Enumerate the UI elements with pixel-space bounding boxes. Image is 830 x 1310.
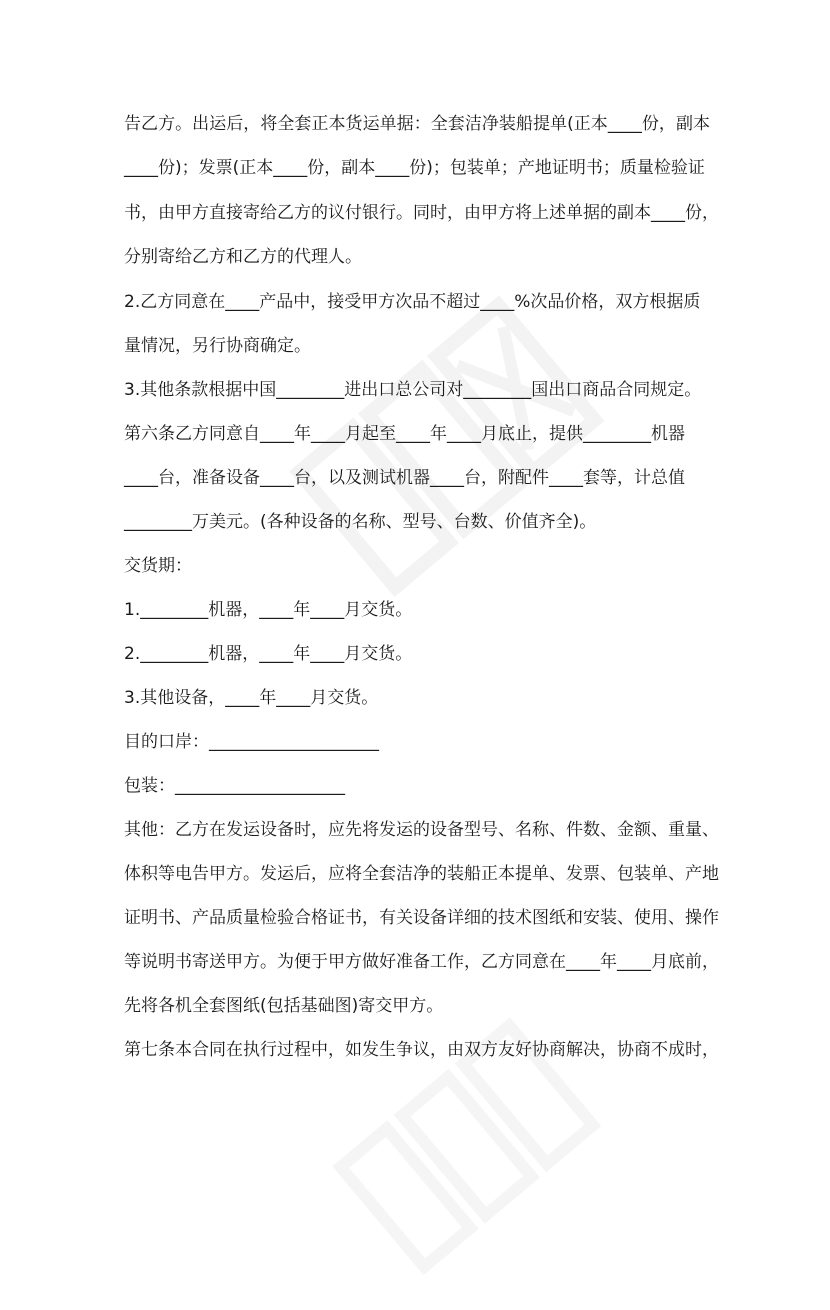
- text-line: 告乙方。出运后，将全套正本货运单据：全套洁净装船提单(正本____份，副本: [124, 114, 710, 134]
- text-line: 体积等电告甲方。发运后，应将全套洁净的装船正本提单、发票、包装单、产地: [124, 864, 719, 884]
- text-line: 等说明书寄送甲方。为便于甲方做好准备工作，乙方同意在____年____月底前，: [124, 952, 719, 972]
- text-line: 分别寄给乙方和乙方的代理人。: [124, 247, 362, 267]
- watermark-logo: [258, 262, 642, 639]
- text-line: 其他：乙方在发运设备时，应先将发运的设备型号、名称、件数、金额、重量、: [124, 820, 719, 840]
- text-line: 3.其他设备，____年____月交货。: [124, 688, 379, 708]
- text-line: 第七条本合同在执行过程中，如发生争议，由双方友好协商解决，协商不成时，: [124, 1040, 719, 1060]
- text-line: 量情况，另行协商确定。: [124, 336, 311, 356]
- text-line: ________万美元。(各种设备的名称、型号、台数、价值齐全)。: [124, 512, 597, 532]
- text-line: 交货期：: [124, 556, 192, 576]
- text-line: 1.________机器，____年____月交货。: [124, 600, 413, 620]
- text-line: 证明书、产品质量检验合格证书，有关设备详细的技术图纸和安装、使用、操作: [124, 908, 719, 928]
- text-line: ____台，准备设备____台，以及测试机器____台，附配件____套等，计总值: [124, 468, 685, 488]
- text-line: 2.乙方同意在____产品中，接受甲方次品不超过____%次品价格，双方根据质: [124, 292, 701, 312]
- text-line: 书，由甲方直接寄给乙方的议付银行。同时，由甲方将上述单据的副本____份，: [124, 203, 719, 223]
- text-line: ____份)；发票(正本____份，副本____份)；包装单；产地证明书；质量检验证: [124, 158, 705, 178]
- text-line: 先将各机全套图纸(包括基础图)寄交甲方。: [124, 996, 444, 1016]
- text-line: 目的口岸：____________________: [124, 732, 379, 752]
- text-line: 第六条乙方同意自____年____月起至____年____月底止，提供________机器: [124, 424, 685, 444]
- text-line: 2.________机器，____年____月交货。: [124, 644, 413, 664]
- text-line: 包装：____________________: [124, 776, 345, 796]
- text-line: 3.其他条款根据中国________进出口总公司对________国出口商品合同规定。: [124, 380, 702, 400]
